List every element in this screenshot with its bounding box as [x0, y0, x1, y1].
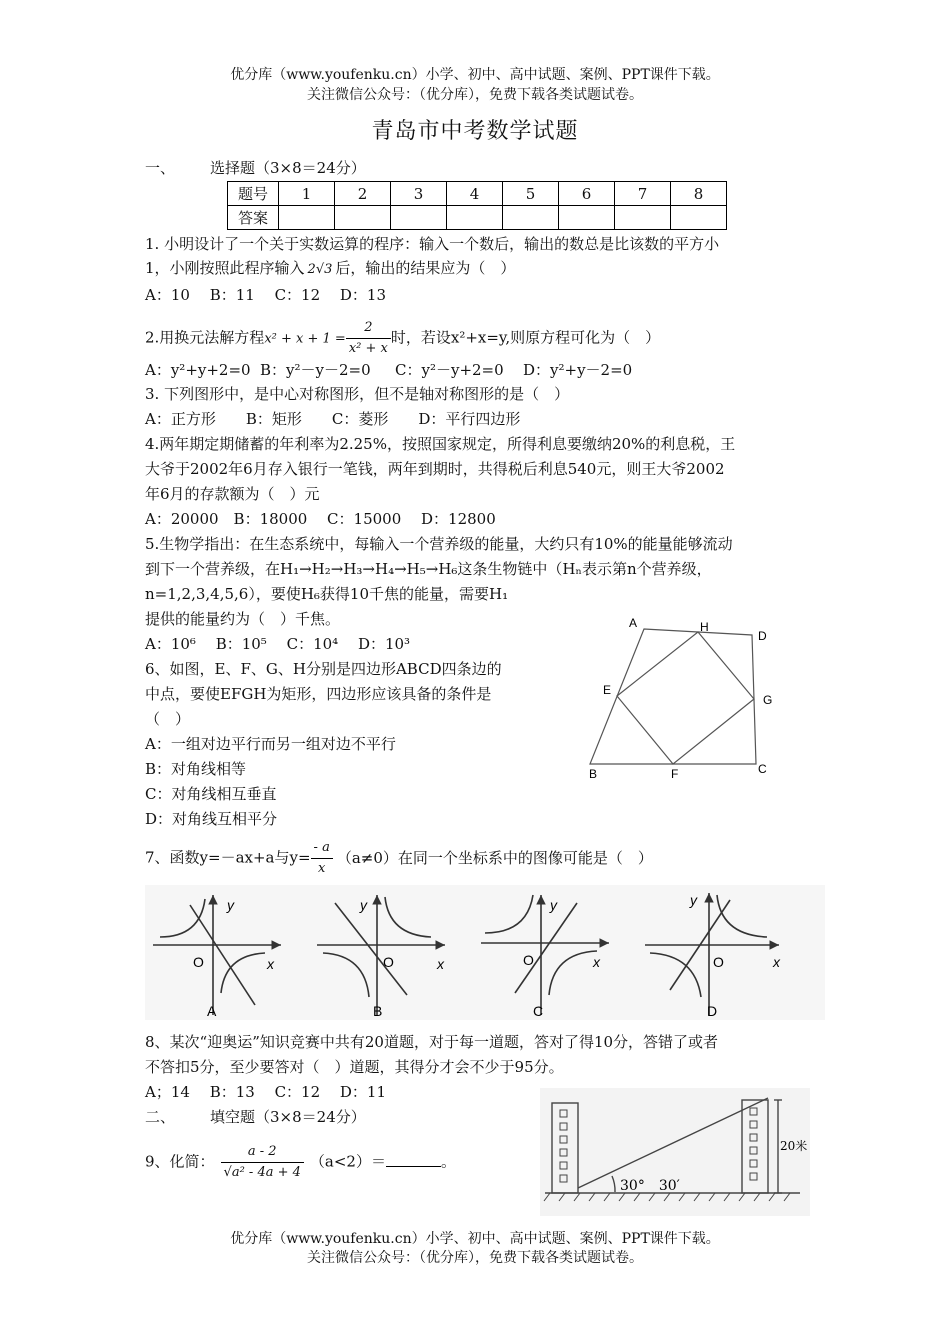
answer-table	[227, 181, 727, 230]
q4-line3: 年6月的存款额为（ ）元	[145, 485, 320, 503]
q1-expression: 2√3	[307, 262, 333, 277]
answer-cell[interactable]	[335, 206, 391, 230]
angle-label: 30° 30′	[620, 1178, 680, 1194]
graph-a-y-label: y	[227, 897, 234, 913]
q2-option-b: B：y²－y－2=0	[260, 361, 371, 379]
quadrilateral-efgh	[617, 632, 754, 764]
graph-a-label: A	[207, 1003, 217, 1019]
q8-line2: 不答扣5分，至少要答对（ ）道题，其得分才会不少于95分。	[145, 1058, 564, 1076]
q4-line2: 大爷于2002年6月存入银行一笔钱，两年到期时，共得税后利息540元，则王大爷2002	[145, 460, 725, 478]
question-number: 8	[671, 182, 727, 206]
question-number: 6	[559, 182, 615, 206]
graph-c-origin: O	[523, 952, 534, 968]
graph-b-origin: O	[383, 954, 394, 970]
q2-option-d: D：y²+y－2=0	[523, 361, 633, 379]
header-line-1: 优分库（www.youfenku.cn）小学、初中、高中试题、案例、PPT课件下载。	[230, 67, 720, 83]
q5-line4: 提供的能量约为（ ）千焦。	[145, 610, 341, 628]
graph-b-label: B	[373, 1003, 383, 1019]
q6-quadrilateral-figure	[580, 612, 790, 787]
answer-table-answer-label: 答案	[228, 206, 279, 230]
section1-label: 选择题（3×8＝24分）	[210, 159, 366, 177]
q2-lhs: x² + x + 1 =	[264, 331, 346, 347]
graph-a-origin: O	[193, 954, 204, 970]
q9-answer-blank[interactable]	[386, 1152, 441, 1167]
section2-number: 二、	[145, 1108, 176, 1126]
answer-table-header-label: 题号	[228, 182, 279, 206]
q3-options: A：正方形 B：矩形 C：菱形 D：平行四边形	[145, 410, 521, 428]
q1-options: A：10 B：11 C：12 D：13	[145, 286, 387, 304]
header-line-2: 关注微信公众号：（优分库），免费下载各类试题试卷。	[307, 87, 643, 103]
graph-d-origin: O	[713, 954, 724, 970]
q5-line3: n=1,2,3,4,5,6），要使H₆获得10千焦的能量，需要H₁	[145, 585, 509, 603]
q9-stem: 9、化简： $\frac{a - 2}{\text{√a² - 4a + 4}}$ （a<2）＝ 。	[145, 1142, 456, 1183]
label-b: B	[589, 767, 598, 781]
graph-a-x-label: x	[267, 956, 274, 972]
graph-b-x-label: x	[437, 956, 444, 972]
graph-c-y-label: y	[550, 897, 557, 913]
label-h: H	[700, 620, 709, 634]
question-number: 3	[391, 182, 447, 206]
graph-c-x-label: x	[593, 954, 600, 970]
q5-line2: 到下一个营养级，在H₁→H₂→H₃→H₄→H₅→H₆这条生物链中（Hₙ表示第n个营养级，	[145, 560, 712, 578]
label-a: A	[629, 616, 638, 630]
label-d: D	[758, 629, 767, 643]
height-label: 20米	[780, 1139, 808, 1153]
q4-options: A：20000 B：18000 C：15000 D：12800	[145, 510, 496, 528]
q1-line2: 1，小刚按照此程序输入 2√3 后，输出的结果应为（ ）	[145, 259, 516, 277]
q4-line1: 4.两年期定期储蓄的年利率为2.25%，按照国家规定，所得利息要缴纳20%的利息税，王	[145, 435, 736, 453]
q6-line1: 6、如图，E、F、G、H分别是四边形ABCD四条边的	[145, 660, 502, 678]
q9-fraction: $\frac{a - 2}{\text{√a² - 4a + 4}}$	[221, 1142, 304, 1183]
graph-d-label: D	[707, 1003, 718, 1019]
q2-option-c: C：y²－y+2=0	[395, 361, 504, 379]
footer-line-2: 关注微信公众号：（优分库），免费下载各类试题试卷。	[307, 1250, 643, 1266]
section1-number: 一、	[145, 159, 176, 177]
footer-line-1: 优分库（www.youfenku.cn）小学、初中、高中试题、案例、PPT课件下载。	[230, 1231, 720, 1247]
answer-cell[interactable]	[391, 206, 447, 230]
q7-fraction: $\frac{- a}{x}$	[311, 838, 333, 879]
q6-option-d: D：对角线互相平分	[145, 810, 278, 828]
q6-line3: （ ）	[145, 710, 191, 728]
q6-line2: 中点，要使EFGH为矩形，四边形应该具备的条件是	[145, 685, 492, 703]
q5-line1: 5.生物学指出：在生态系统中，每输入一个营养级的能量，大约只有10%的能量能够流动	[145, 535, 733, 553]
q7-stem: 7、函数y=－ax+a与y= $\frac{- a}{x}$ （a≠0）在同一个坐标系中的图像可能是（ ）	[145, 838, 653, 879]
question-number: 5	[503, 182, 559, 206]
q6-option-a: A：一组对边平行而另一组对边不平行	[145, 735, 396, 753]
question-number: 7	[615, 182, 671, 206]
label-e: E	[603, 683, 612, 697]
q6-option-b: B：对角线相等	[145, 760, 247, 778]
answer-cell[interactable]	[559, 206, 615, 230]
quadrilateral-abcd	[590, 629, 756, 764]
q2-fraction: $\frac{2}{\text{x² + x}}$	[346, 318, 391, 359]
answer-cell[interactable]	[503, 206, 559, 230]
q8-options: A；14 B：13 C：12 D：11	[145, 1083, 387, 1101]
label-c: C	[758, 762, 767, 776]
question-number: 4	[447, 182, 503, 206]
graph-b-y-label: y	[360, 897, 367, 913]
q5-options: A：10⁶ B：10⁵ C：10⁴ D：10³	[145, 635, 411, 653]
q2-stem: 2.用换元法解方程x² + x + 1 = $\frac{2}{\text{x² + x}}$ 时，若设x²+x=y,则原方程可化为（ ）	[145, 318, 660, 359]
question-number: 1	[279, 182, 335, 206]
answer-cell[interactable]	[671, 206, 727, 230]
graph-c-label: C	[533, 1003, 544, 1019]
q3-stem: 3. 下列图形中，是中心对称图形，但不是轴对称图形的是（ ）	[145, 385, 570, 403]
q8-building-figure	[540, 1088, 810, 1216]
graph-d-x-label: x	[773, 954, 780, 970]
answer-cell[interactable]	[279, 206, 335, 230]
q6-option-c: C：对角线相互垂直	[145, 785, 277, 803]
question-number: 2	[335, 182, 391, 206]
label-g: G	[763, 693, 773, 707]
label-f: F	[671, 767, 679, 781]
q2-option-a: A：y²+y+2=0	[145, 361, 251, 379]
graph-d-y-label: y	[690, 892, 697, 908]
answer-cell[interactable]	[447, 206, 503, 230]
page-title: 青岛市中考数学试题	[371, 119, 579, 144]
section2-label: 填空题（3×8＝24分）	[210, 1108, 366, 1126]
q7-graph-options	[145, 885, 825, 1020]
q8-line1: 8、某次“迎奥运”知识竞赛中共有20道题，对于每一道题，答对了得10分，答错了或者	[145, 1033, 719, 1051]
answer-cell[interactable]	[615, 206, 671, 230]
q1-line1: 1. 小明设计了一个关于实数运算的程序：输入一个数后，输出的数总是比该数的平方小	[145, 235, 720, 253]
